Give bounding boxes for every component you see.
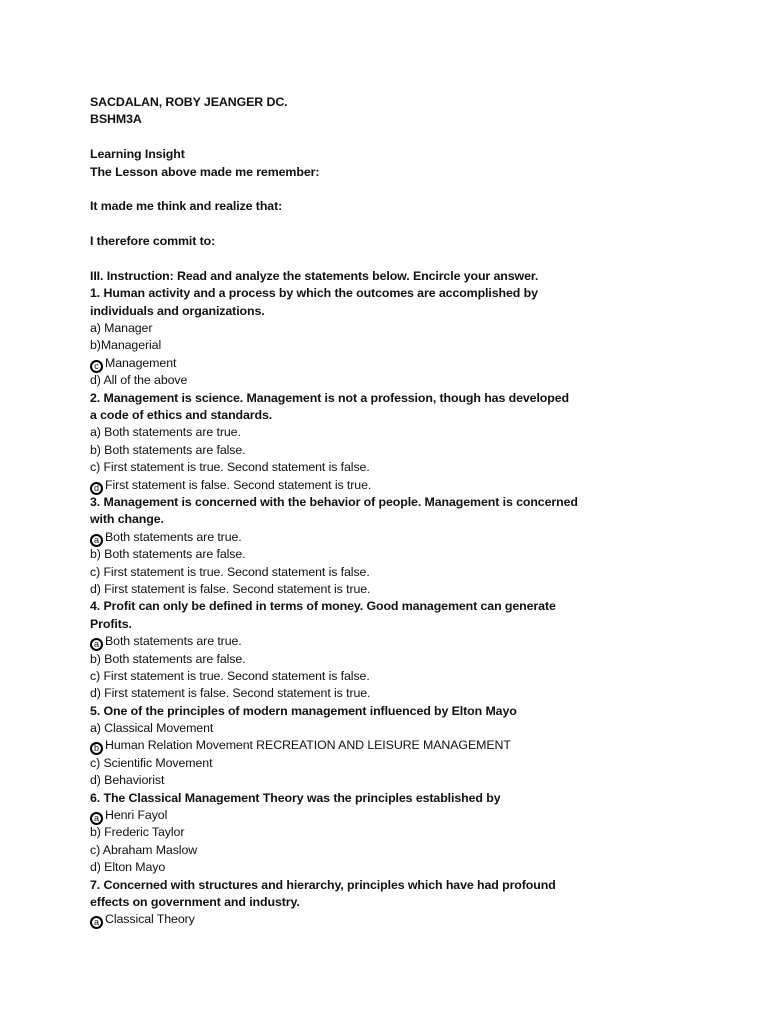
spacer	[90, 216, 730, 233]
answer-option	[90, 442, 730, 459]
answer-option	[90, 859, 730, 876]
question-4	[90, 598, 730, 702]
answer-circle-mark: c	[90, 360, 103, 373]
selected-answer-option	[90, 807, 730, 824]
question-5	[90, 703, 730, 790]
option-text: a) Classical Movement	[90, 721, 214, 736]
answer-option	[90, 546, 730, 563]
option-text: c) Scientific Movement	[90, 755, 213, 770]
answer-option	[90, 372, 730, 389]
answer-circle-mark: a	[90, 534, 103, 547]
question-text: 5. One of the principles of modern management influenced by Elton Mayo	[90, 703, 517, 718]
question-text: Profits.	[90, 616, 132, 631]
option-text: a) Both statements are true.	[90, 425, 241, 440]
option-text: Management	[105, 355, 177, 370]
option-text: b) Frederic Taylor	[90, 825, 185, 840]
option-text: Henri Fayol	[105, 808, 168, 823]
answer-option	[90, 424, 730, 441]
option-text: d) Behaviorist	[90, 773, 165, 788]
answer-circle-mark: b	[90, 742, 103, 755]
answer-option	[90, 755, 730, 772]
spacer	[90, 181, 730, 198]
question-6	[90, 790, 730, 877]
selected-answer-option	[90, 355, 730, 372]
selected-answer-option	[90, 737, 730, 754]
option-text: d) First statement is false. Second statement is true.	[90, 581, 371, 596]
question-text: a code of ethics and standards.	[90, 408, 273, 423]
insight-lesson-prompt: The Lesson above made me remember:	[90, 164, 320, 179]
answer-option	[90, 564, 730, 581]
selected-answer-option	[90, 477, 730, 494]
option-text: d) First statement is false. Second statement is true.	[90, 686, 371, 701]
question-text: individuals and organizations.	[90, 303, 265, 318]
answer-circle-mark: a	[90, 638, 103, 651]
option-text: b) Both statements are false.	[90, 651, 246, 666]
answer-option	[90, 685, 730, 702]
question-text: 1. Human activity and a process by which the outcomes are accomplished by	[90, 286, 538, 301]
document-page	[90, 94, 730, 929]
answer-option	[90, 320, 730, 337]
question-text: with change.	[90, 512, 164, 527]
option-text: Human Relation Movement RECREATION AND LEISURE MANAGEMENT	[105, 738, 511, 753]
question-list	[90, 285, 730, 928]
selected-answer-option	[90, 633, 730, 650]
answer-option	[90, 824, 730, 841]
question-text: 3. Management is concerned with the behavior of people. Management is concerned	[90, 494, 578, 509]
option-text: b)Managerial	[90, 338, 162, 353]
option-text: a) Manager	[90, 321, 153, 336]
answer-option	[90, 668, 730, 685]
answer-option	[90, 651, 730, 668]
student-section: BSHM3A	[90, 112, 142, 127]
answer-option	[90, 842, 730, 859]
answer-option	[90, 581, 730, 598]
student-name: SACDALAN, ROBY JEANGER DC.	[90, 95, 288, 109]
question-7	[90, 877, 730, 929]
answer-circle-mark: a	[90, 812, 103, 825]
option-text: Both statements are true.	[105, 634, 242, 649]
option-text: c) First statement is true. Second statement is false.	[90, 460, 370, 475]
option-text: First statement is false. Second statement is true.	[105, 477, 372, 492]
option-text: b) Both statements are false.	[90, 547, 246, 562]
spacer	[90, 251, 730, 268]
question-3	[90, 494, 730, 598]
answer-option	[90, 772, 730, 789]
question-1	[90, 285, 730, 389]
answer-option	[90, 720, 730, 737]
option-text: c) First statement is true. Second statement is false.	[90, 668, 370, 683]
option-text: d) Elton Mayo	[90, 860, 166, 875]
insight-think-prompt: It made me think and realize that:	[90, 199, 283, 214]
selected-answer-option	[90, 529, 730, 546]
option-text: c) First statement is true. Second statement is false.	[90, 564, 370, 579]
instruction: III. Instruction: Read and analyze the statements below. Encircle your answer.	[90, 268, 539, 283]
selected-answer-option	[90, 911, 730, 928]
insight-commit-prompt: I therefore commit to:	[90, 234, 216, 249]
answer-circle-mark: a	[90, 916, 103, 929]
question-text: effects on government and industry.	[90, 894, 300, 909]
option-text: d) All of the above	[90, 373, 188, 388]
answer-option	[90, 459, 730, 476]
option-text: c) Abraham Maslow	[90, 842, 198, 857]
spacer	[90, 129, 730, 146]
answer-option	[90, 337, 730, 354]
question-2	[90, 390, 730, 494]
question-text: 4. Profit can only be defined in terms of money. Good management can generate	[90, 599, 556, 614]
option-text: Classical Theory	[105, 912, 195, 927]
question-text: 6. The Classical Management Theory was the principles established by	[90, 790, 501, 805]
option-text: Both statements are true.	[105, 529, 242, 544]
insight-title: Learning Insight	[90, 147, 185, 162]
question-text: 2. Management is science. Management is not a profession, though has developed	[90, 390, 569, 405]
answer-circle-mark: d	[90, 482, 103, 495]
option-text: b) Both statements are false.	[90, 442, 246, 457]
question-text: 7. Concerned with structures and hierarchy, principles which have had profound	[90, 877, 556, 892]
